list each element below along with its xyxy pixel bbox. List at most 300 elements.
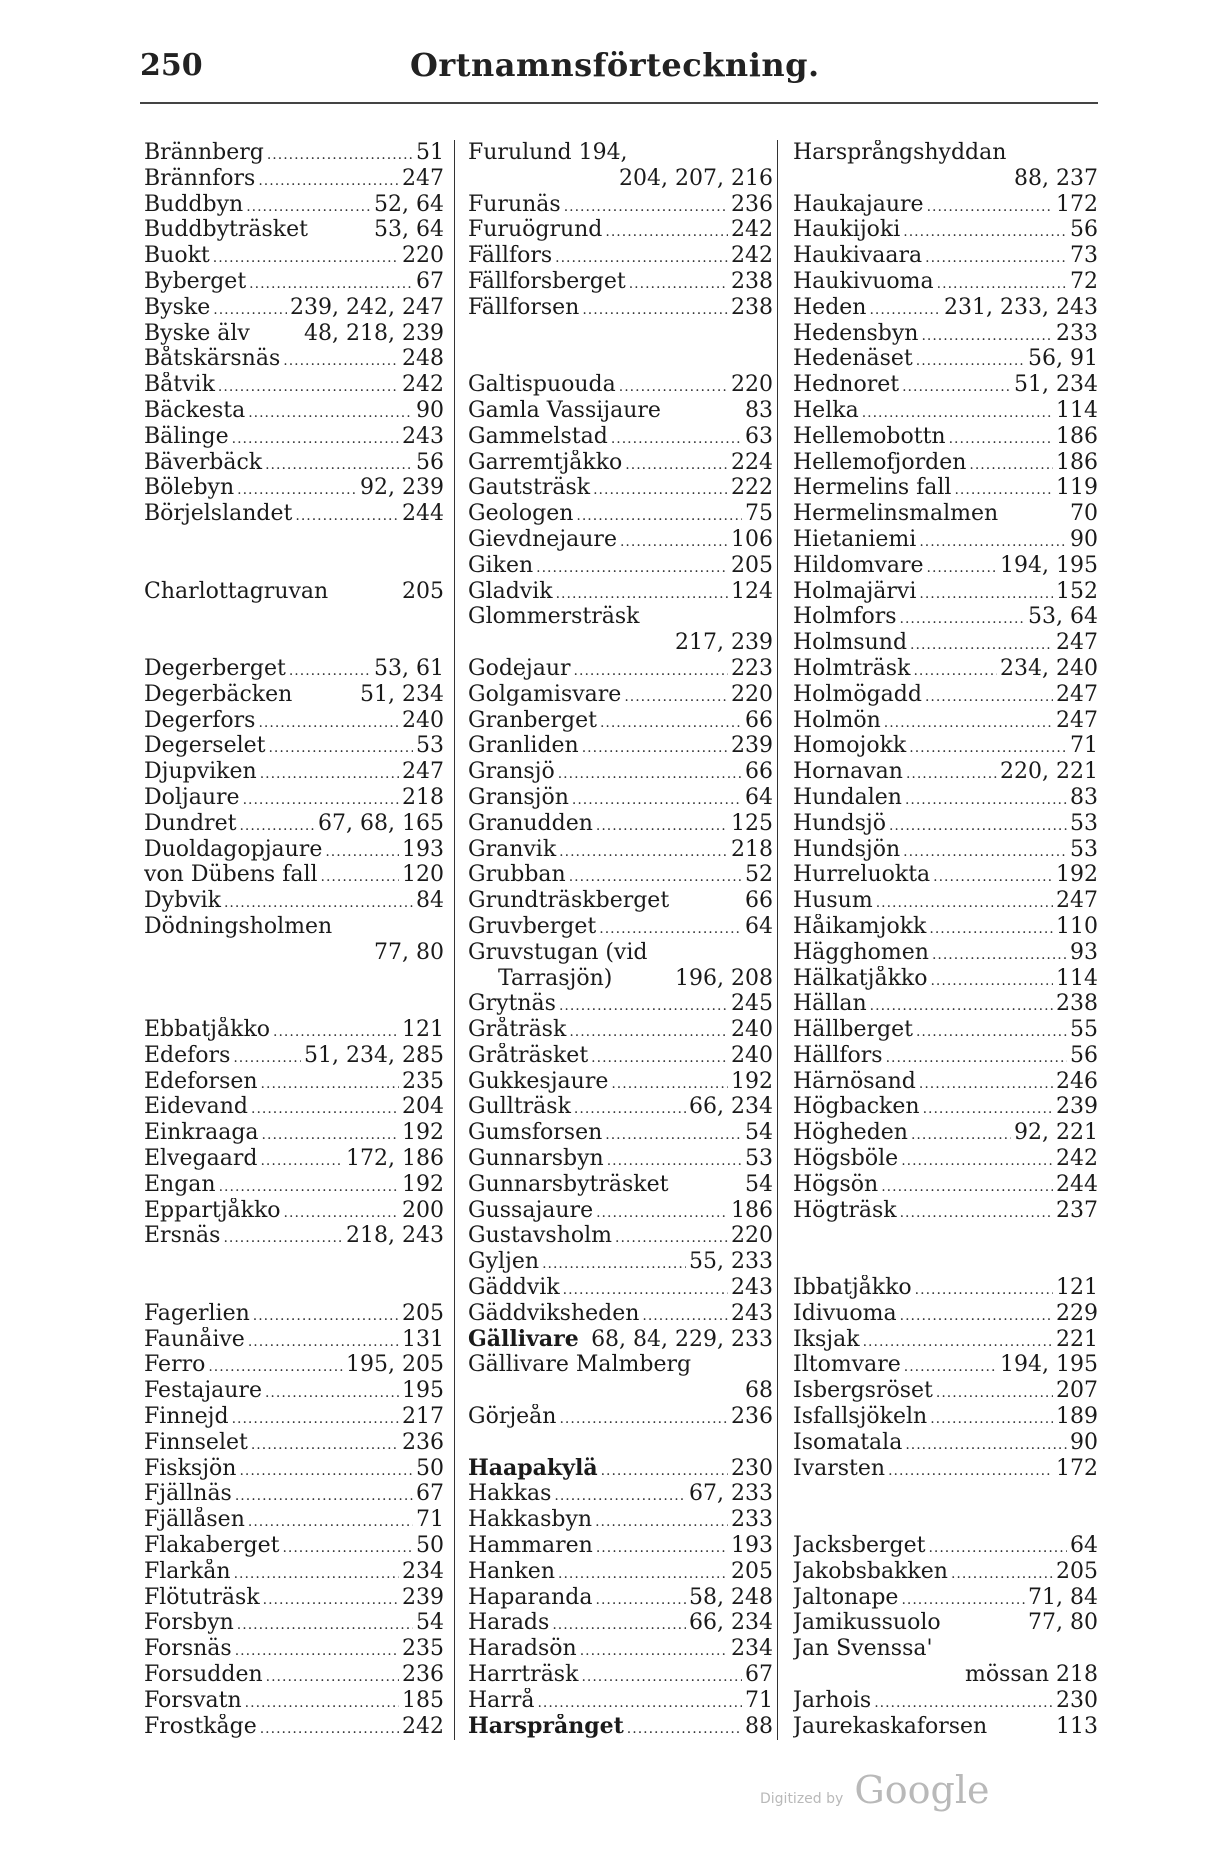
section-gap xyxy=(793,1481,1098,1507)
page-references: 204, 207, 216 xyxy=(619,165,773,191)
place-name: Husum xyxy=(793,888,873,914)
place-name: Gullträsk xyxy=(468,1094,571,1120)
page-references: 121 xyxy=(402,1017,444,1043)
page-references: 68 xyxy=(745,1378,773,1404)
leader-dots xyxy=(601,1456,728,1482)
leader-dots xyxy=(261,1069,399,1095)
place-name: Högträsk xyxy=(793,1197,897,1223)
leader-dots xyxy=(611,1069,728,1095)
index-entry xyxy=(793,1352,1098,1378)
section-gap xyxy=(468,1430,773,1456)
place-name: Högbacken xyxy=(793,1094,920,1120)
page-references: 247 xyxy=(1056,888,1098,914)
leader-dots xyxy=(937,269,1067,295)
index-column-1 xyxy=(144,140,444,1739)
leader-dots xyxy=(650,940,770,966)
page-references: 189 xyxy=(1056,1404,1098,1430)
place-name: Buddbyn xyxy=(144,191,244,217)
leader-dots xyxy=(936,1636,1095,1662)
place-name: Hellemofjorden xyxy=(793,449,967,475)
index-entry xyxy=(468,759,773,785)
index-entry xyxy=(144,1146,444,1172)
leader-dots xyxy=(923,1094,1053,1120)
index-entry xyxy=(793,708,1098,734)
index-entry xyxy=(793,785,1098,811)
leader-dots xyxy=(643,604,771,630)
page-references: 185 xyxy=(402,1687,444,1713)
place-name: Byberget xyxy=(144,268,247,294)
place-name: Hurreluokta xyxy=(793,862,931,888)
index-entry xyxy=(793,372,1098,398)
index-entry xyxy=(468,1094,773,1120)
page-title: Ortnamnsförteckning. xyxy=(410,46,820,84)
section-gap xyxy=(144,630,444,656)
place-name: Jaltonape xyxy=(793,1584,899,1610)
page-references: 66 xyxy=(745,888,773,914)
place-name: Gruvberget xyxy=(468,913,597,939)
leader-dots xyxy=(213,295,287,321)
page-references: 244 xyxy=(1056,1171,1098,1197)
place-name: Charlottagruvan xyxy=(144,578,329,604)
page-references: 193 xyxy=(731,1533,773,1559)
leader-dots xyxy=(910,630,1053,656)
index-entry xyxy=(144,475,444,501)
place-name: Granliden xyxy=(468,733,579,759)
page-references: 56 xyxy=(1070,1042,1098,1068)
leader-dots xyxy=(925,243,1067,269)
page-references: 192 xyxy=(402,1120,444,1146)
leader-dots xyxy=(919,527,1067,553)
leader-dots xyxy=(919,1069,1053,1095)
place-name: Hundalen xyxy=(793,784,902,810)
page-references: mössan 218 xyxy=(965,1662,1098,1688)
leader-dots xyxy=(574,1094,686,1120)
index-entry xyxy=(144,1610,444,1636)
page-references: 67 xyxy=(416,268,444,294)
index-entry xyxy=(468,424,773,450)
leader-dots xyxy=(595,1507,728,1533)
index-entry xyxy=(468,733,773,759)
index-entry xyxy=(793,733,1098,759)
leader-dots xyxy=(596,1198,728,1224)
page-references: 243 xyxy=(402,423,444,449)
page-references: 52 xyxy=(745,862,773,888)
leader-dots xyxy=(933,862,1053,888)
place-name: Buddbyträsket xyxy=(144,217,308,243)
index-entry xyxy=(793,217,1098,243)
leader-dots xyxy=(888,1456,1053,1482)
page-references: 90 xyxy=(1070,526,1098,552)
page-references: 234 xyxy=(731,1636,773,1662)
place-name: Brännfors xyxy=(144,165,256,191)
place-name: Gråträsket xyxy=(468,1042,589,1068)
page-references: 200 xyxy=(402,1197,444,1223)
page-references: 48, 218, 239 xyxy=(304,320,444,346)
leader-dots xyxy=(900,1301,1053,1327)
index-entry xyxy=(144,295,444,321)
index-entry xyxy=(144,1017,444,1043)
place-name: Doljaure xyxy=(144,784,240,810)
page-references: 220 xyxy=(402,243,444,269)
leader-dots xyxy=(605,217,728,243)
place-name: Haukijoki xyxy=(793,217,901,243)
page-references: 236 xyxy=(402,1662,444,1688)
page-references: 240 xyxy=(731,1042,773,1068)
place-name: Holmajärvi xyxy=(793,578,917,604)
leader-dots xyxy=(615,966,672,992)
page-references: 192 xyxy=(402,1171,444,1197)
page-references: 192 xyxy=(1056,862,1098,888)
index-entry xyxy=(793,914,1098,940)
page-references: 196, 208 xyxy=(675,965,773,991)
index-entry xyxy=(793,192,1098,218)
leader-dots xyxy=(620,527,728,553)
page-references: 66, 234 xyxy=(689,1610,773,1636)
leader-dots xyxy=(224,888,413,914)
index-entry xyxy=(793,940,1098,966)
place-name: Gransjön xyxy=(468,784,569,810)
leader-dots xyxy=(213,243,399,269)
place-name: Gamla Vassijaure xyxy=(468,397,661,423)
leader-dots xyxy=(245,1688,399,1714)
index-entry xyxy=(144,785,444,811)
place-name: Flakaberget xyxy=(144,1533,280,1559)
place-name: Eidevand xyxy=(144,1094,248,1120)
index-entry xyxy=(144,682,444,708)
leader-dots xyxy=(232,1404,399,1430)
leader-dots xyxy=(542,1249,686,1275)
page-references: 70 xyxy=(1070,501,1098,527)
page-references: 248 xyxy=(402,346,444,372)
leader-dots xyxy=(273,1017,399,1043)
place-name: Galtispuouda xyxy=(468,372,616,398)
leader-dots xyxy=(607,1146,742,1172)
index-entry xyxy=(144,1456,444,1482)
place-name: Finnejd xyxy=(144,1404,229,1430)
page-references: 90 xyxy=(416,397,444,423)
leader-dots xyxy=(930,1404,1053,1430)
page-references: 50 xyxy=(416,1533,444,1559)
index-entry xyxy=(468,1043,773,1069)
place-name: Gukkesjaure xyxy=(468,1068,609,1094)
index-entry xyxy=(468,1146,773,1172)
header-rule xyxy=(140,102,1098,104)
place-name: Holmögadd xyxy=(793,681,922,707)
index-entry xyxy=(144,1688,444,1714)
section-gap xyxy=(793,1507,1098,1533)
place-name: Hundsjön xyxy=(793,836,901,862)
index-entry xyxy=(144,501,444,527)
index-entry-continuation xyxy=(144,940,444,966)
page-references: 88, 237 xyxy=(1014,165,1098,191)
place-name: Bäverbäck xyxy=(144,449,263,475)
place-name: Ebbatjåkko xyxy=(144,1017,271,1043)
index-entry xyxy=(468,1662,773,1688)
leader-dots xyxy=(262,1120,399,1146)
page-references: 58, 248 xyxy=(689,1584,773,1610)
leader-dots xyxy=(904,1352,997,1378)
index-column-3 xyxy=(793,140,1098,1739)
index-entry xyxy=(793,424,1098,450)
page-references: 124 xyxy=(731,578,773,604)
place-name: Gussajaure xyxy=(468,1197,594,1223)
leader-dots xyxy=(900,604,1025,630)
place-name: Bälinge xyxy=(144,423,229,449)
index-entry xyxy=(793,811,1098,837)
place-name: Djupviken xyxy=(144,759,257,785)
leader-dots xyxy=(615,1223,728,1249)
index-entry xyxy=(793,1172,1098,1198)
leader-dots xyxy=(265,450,413,476)
leader-dots xyxy=(905,785,1067,811)
place-name: Degerfors xyxy=(144,707,256,733)
place-name: Einkraaga xyxy=(144,1120,259,1146)
place-name: Haukivuoma xyxy=(793,268,934,294)
place-name: Jacksberget xyxy=(793,1533,926,1559)
leader-dots xyxy=(253,1301,399,1327)
place-name: Håikamjokk xyxy=(793,913,927,939)
leader-dots xyxy=(267,140,413,166)
page-references: 71 xyxy=(416,1507,444,1533)
index-entry xyxy=(144,321,444,347)
place-name: Grubban xyxy=(468,862,566,888)
page-references: 50 xyxy=(416,1455,444,1481)
place-name: Högheden xyxy=(793,1120,908,1146)
leader-dots xyxy=(239,811,315,837)
place-name: Dybvik xyxy=(144,888,221,914)
place-name: Fjällnäs xyxy=(144,1481,232,1507)
leader-dots xyxy=(295,682,357,708)
page-references: 239, 242, 247 xyxy=(290,294,444,320)
page-references: 247 xyxy=(1056,630,1098,656)
leader-dots xyxy=(325,837,399,863)
leader-dots xyxy=(886,1043,1067,1069)
index-entry xyxy=(144,1094,444,1120)
leader-dots xyxy=(1001,501,1067,527)
place-name: Degerselet xyxy=(144,733,266,759)
leader-dots xyxy=(884,708,1053,734)
leader-dots xyxy=(233,1043,301,1069)
leader-dots xyxy=(901,1585,1025,1611)
place-name: Gustavsholm xyxy=(468,1223,613,1249)
leader-dots xyxy=(900,1198,1053,1224)
place-name: Festajaure xyxy=(144,1378,262,1404)
leader-dots xyxy=(672,888,742,914)
leader-dots xyxy=(237,1610,413,1636)
index-entry xyxy=(144,1378,444,1404)
page-references: 230 xyxy=(1056,1687,1098,1713)
page-references: 71 xyxy=(1070,733,1098,759)
leader-dots xyxy=(949,424,1053,450)
index-entry xyxy=(468,1559,773,1585)
leader-dots xyxy=(574,656,728,682)
leader-dots xyxy=(671,1172,742,1198)
place-name: Hällfors xyxy=(793,1042,883,1068)
leader-dots xyxy=(915,1275,1053,1301)
page-references: 67, 68, 165 xyxy=(318,810,444,836)
place-name: Dödningsholmen xyxy=(144,913,333,939)
place-name: Gunnarsbyträsket xyxy=(468,1171,669,1197)
page-references: 218, 243 xyxy=(346,1223,444,1249)
leader-dots xyxy=(599,914,742,940)
index-entry xyxy=(793,1610,1098,1636)
place-name: Granudden xyxy=(468,810,593,836)
page-references: 68, 84, 229, 233 xyxy=(591,1326,773,1352)
page-references: 235 xyxy=(402,1068,444,1094)
index-entry xyxy=(793,1275,1098,1301)
place-name: Gunnarsbyn xyxy=(468,1146,604,1172)
page-references: 204 xyxy=(402,1094,444,1120)
place-name: Gruvstugan (vid xyxy=(468,939,648,965)
place-name: Fagerlien xyxy=(144,1300,250,1326)
place-name: Harsprångshyddan xyxy=(793,140,1007,165)
place-name: Giken xyxy=(468,552,534,578)
page-references: 243 xyxy=(731,1275,773,1301)
page-references: 224 xyxy=(731,449,773,475)
place-name: Bäckesta xyxy=(144,397,246,423)
index-entry xyxy=(793,398,1098,424)
leader-dots xyxy=(537,1688,742,1714)
leader-dots xyxy=(902,372,1011,398)
leader-dots xyxy=(916,1017,1067,1043)
page-references: 246 xyxy=(1056,1068,1098,1094)
index-entry xyxy=(468,295,773,321)
index-entry xyxy=(468,682,773,708)
leader-dots xyxy=(605,1120,742,1146)
index-entry xyxy=(468,450,773,476)
place-name: Harsprånget xyxy=(468,1713,624,1739)
index-entry xyxy=(468,1120,773,1146)
index-entry xyxy=(468,1249,773,1275)
page-references: 240 xyxy=(402,707,444,733)
index-entry xyxy=(144,656,444,682)
index-entry xyxy=(144,424,444,450)
leader-dots xyxy=(903,217,1067,243)
place-name: Hedensbyn xyxy=(793,320,919,346)
index-entry xyxy=(793,1327,1098,1353)
index-entry xyxy=(144,1507,444,1533)
leader-dots xyxy=(260,1714,399,1740)
place-name: Elvegaard xyxy=(144,1146,258,1172)
page-references: 53 xyxy=(745,1146,773,1172)
leader-dots xyxy=(558,1559,728,1585)
leader-dots xyxy=(246,192,371,218)
index-entry-continuation xyxy=(468,166,773,192)
leader-dots xyxy=(558,759,742,785)
leader-dots xyxy=(969,450,1053,476)
section-gap xyxy=(468,321,773,347)
page-references: 247 xyxy=(1056,707,1098,733)
leader-dots xyxy=(237,475,357,501)
index-entry xyxy=(144,1533,444,1559)
place-name: Faunåive xyxy=(144,1326,245,1352)
leader-dots xyxy=(289,656,371,682)
leader-dots xyxy=(563,1275,728,1301)
leader-dots xyxy=(624,682,728,708)
leader-dots xyxy=(223,1223,343,1249)
index-entry xyxy=(793,656,1098,682)
leader-dots xyxy=(913,656,997,682)
place-name: Fisksjön xyxy=(144,1455,237,1481)
place-name: Golgamisvare xyxy=(468,681,622,707)
page-references: 172 xyxy=(1056,1455,1098,1481)
index-entry-continuation xyxy=(793,166,1098,192)
place-name: Grundträskberget xyxy=(468,888,670,914)
index-entry xyxy=(793,1146,1098,1172)
page-references: 77, 80 xyxy=(374,939,444,965)
page-references: 73 xyxy=(1070,243,1098,269)
index-entry xyxy=(468,1714,773,1740)
place-name: Hellemobottn xyxy=(793,423,946,449)
page-references: 51, 234, 285 xyxy=(304,1042,444,1068)
index-entry xyxy=(144,1327,444,1353)
place-name: Forsnäs xyxy=(144,1636,232,1662)
leader-dots xyxy=(625,450,728,476)
page-references: 205 xyxy=(1056,1558,1098,1584)
leader-dots xyxy=(629,269,728,295)
page-references: 67, 233 xyxy=(689,1481,773,1507)
place-name: Högsön xyxy=(793,1171,879,1197)
index-entry xyxy=(468,192,773,218)
page-references: 236 xyxy=(731,1404,773,1430)
leader-dots xyxy=(881,1172,1053,1198)
leader-dots xyxy=(916,346,1025,372)
index-entry xyxy=(793,604,1098,630)
index-entry xyxy=(468,940,773,966)
leader-dots xyxy=(282,1533,413,1559)
page-references: 221 xyxy=(1056,1326,1098,1352)
index-entry xyxy=(468,243,773,269)
leader-dots xyxy=(219,1172,399,1198)
google-watermark xyxy=(760,1768,989,1812)
index-entry xyxy=(144,1223,444,1249)
index-entry xyxy=(144,1301,444,1327)
page-references: 172, 186 xyxy=(346,1146,444,1172)
index-entry xyxy=(468,785,773,811)
leader-dots xyxy=(631,140,770,166)
place-name: Gautsträsk xyxy=(468,475,591,501)
index-entry xyxy=(468,1017,773,1043)
leader-dots xyxy=(580,1636,728,1662)
leader-dots xyxy=(559,1404,728,1430)
leader-dots xyxy=(889,811,1067,837)
leader-dots xyxy=(554,1481,686,1507)
place-name: Isomatala xyxy=(793,1429,903,1455)
page-references: 56 xyxy=(1070,217,1098,243)
page-references: 247 xyxy=(402,759,444,785)
place-name: Holmträsk xyxy=(793,655,911,681)
page-references: 220, 221 xyxy=(1000,759,1098,785)
place-name: Helka xyxy=(793,397,859,423)
page-references: 66, 234 xyxy=(689,1094,773,1120)
page-references: 205 xyxy=(731,1558,773,1584)
place-name: Gammelstad xyxy=(468,423,608,449)
index-entry xyxy=(468,1069,773,1095)
section-gap xyxy=(144,966,444,992)
leader-dots xyxy=(559,991,728,1017)
page-references: 220 xyxy=(731,372,773,398)
page-references: 66 xyxy=(745,759,773,785)
place-name: Gladvik xyxy=(468,578,553,604)
place-name: Flötuträsk xyxy=(144,1584,260,1610)
index-entry xyxy=(144,1559,444,1585)
index-entry xyxy=(144,372,444,398)
page-references: 240 xyxy=(731,1017,773,1043)
leader-dots xyxy=(260,1146,343,1172)
page-references: 53, 64 xyxy=(374,217,444,243)
page-references: 205 xyxy=(731,552,773,578)
index-entry xyxy=(468,604,773,630)
